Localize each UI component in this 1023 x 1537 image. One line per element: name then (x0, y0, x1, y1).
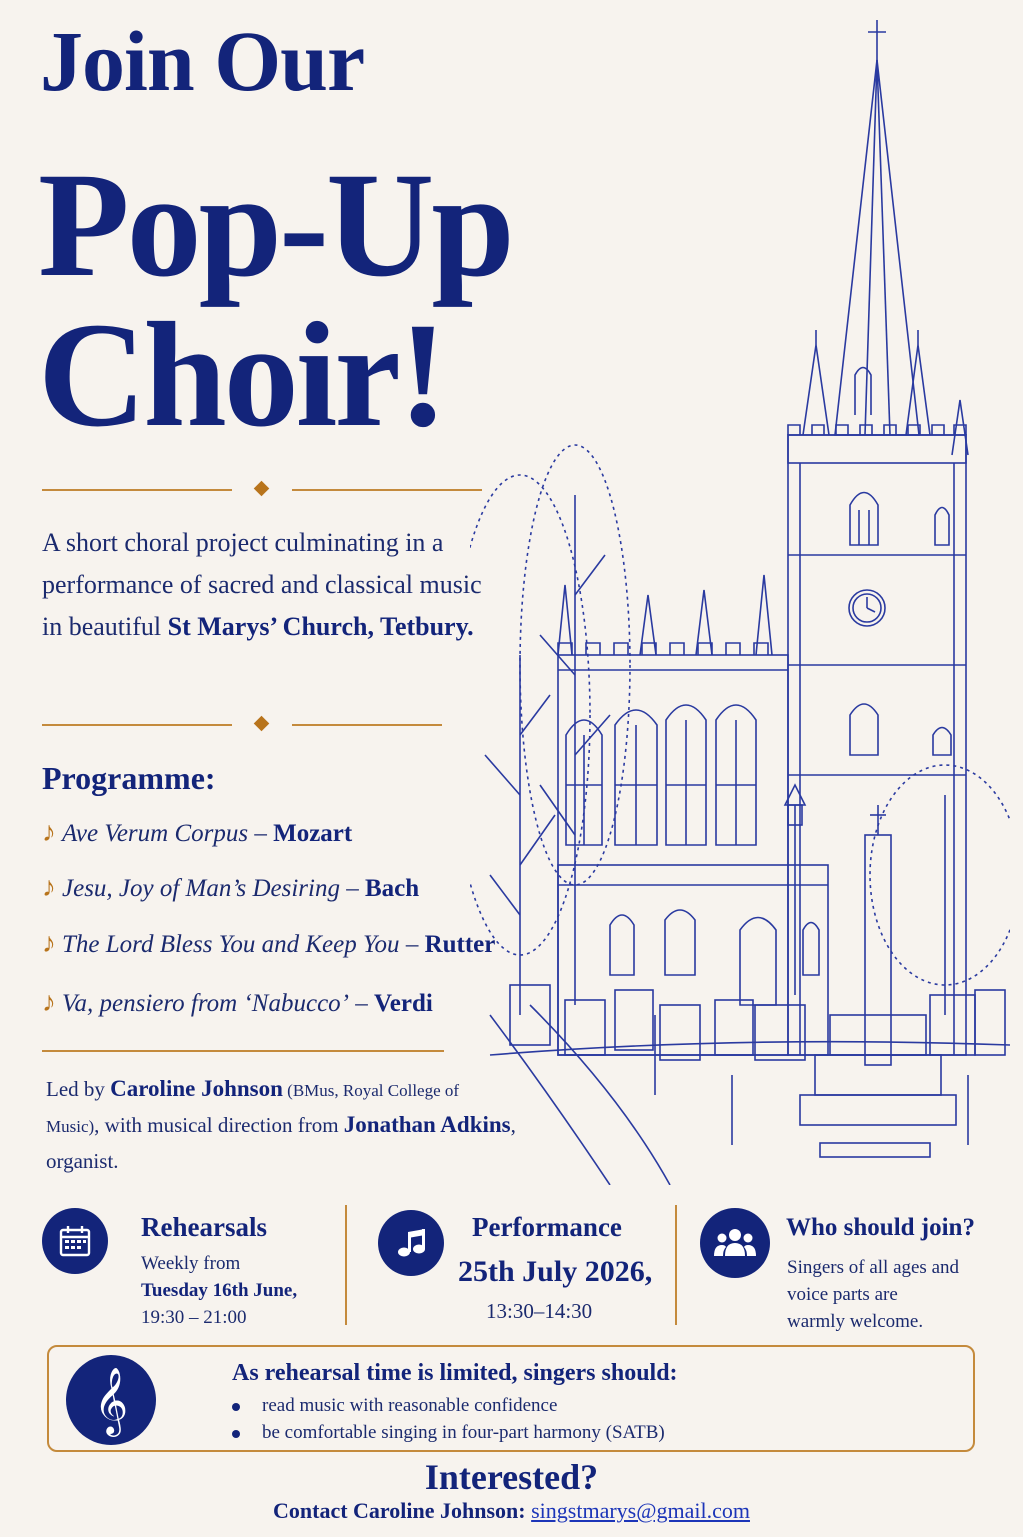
intro-text: A short choral project culminating in a performance of sacred and classical music in beautiful St Marys’ Church, Tetbury. (42, 528, 482, 641)
divider-middle (42, 718, 442, 732)
title-line-3: Choir! (38, 292, 445, 458)
performance-time: 13:30–14:30 (486, 1299, 593, 1323)
organist-name: Jonathan Adkins (343, 1112, 511, 1137)
requirement-item: read music with reasonable confidence (232, 1395, 557, 1417)
interested-heading: Interested? (424, 1457, 599, 1497)
requirements-title: As rehearsal time is limited, singers should: (232, 1360, 678, 1386)
leader-text: Led by Caroline Johnson (BMus, Royal College of Music), with musical direction from Jonathan Adkins, organist. (46, 1076, 516, 1173)
church-illustration (470, 15, 1010, 1185)
music-note-icon (378, 1210, 444, 1276)
music-note-icon: ♪ (42, 987, 56, 1018)
programme-item: ♪ Jesu, Joy of Man’s Desiring – Bach (42, 872, 420, 903)
music-note-icon: ♪ (42, 817, 56, 848)
programme-heading: Programme: (42, 760, 216, 796)
info-divider (345, 1205, 347, 1325)
divider-bottom (42, 1050, 444, 1052)
email-link[interactable]: singstmarys@gmail.com (531, 1498, 750, 1523)
performance-title: Performance (472, 1212, 622, 1242)
music-note-icon: ♪ (42, 872, 56, 903)
who-details: Singers of all ages and voice parts are warmly welcome. (787, 1257, 960, 1332)
divider-top (42, 483, 482, 497)
calendar-icon (42, 1208, 108, 1274)
treble-clef-icon: 𝄞 (66, 1355, 156, 1445)
title-line-1: Join Our (40, 13, 365, 109)
group-icon (700, 1208, 770, 1278)
requirement-item: be comfortable singing in four-part harmony (SATB) (232, 1422, 665, 1444)
programme-item: ♪ The Lord Bless You and Keep You – Rutter (42, 928, 496, 959)
who-title: Who should join? (786, 1214, 975, 1241)
leader-name: Caroline Johnson (110, 1076, 283, 1101)
rehearsals-details: Weekly from Tuesday 16th June, 19:30 – 21:00 (141, 1253, 298, 1328)
music-note-icon: ♪ (42, 928, 56, 959)
venue-name: St Marys’ Church, Tetbury. (167, 612, 474, 641)
info-divider (675, 1205, 677, 1325)
programme-item: ♪ Ave Verum Corpus – Mozart (42, 817, 353, 848)
programme-item: ♪ Va, pensiero from ‘Nabucco’ – Verdi (42, 987, 433, 1018)
contact-line: Contact Caroline Johnson: singstmarys@gmail.com (273, 1498, 750, 1523)
rehearsals-title: Rehearsals (141, 1212, 267, 1242)
performance-date: 25th July 2026, (458, 1255, 653, 1288)
title-line-2: Pop-Up (38, 142, 512, 308)
